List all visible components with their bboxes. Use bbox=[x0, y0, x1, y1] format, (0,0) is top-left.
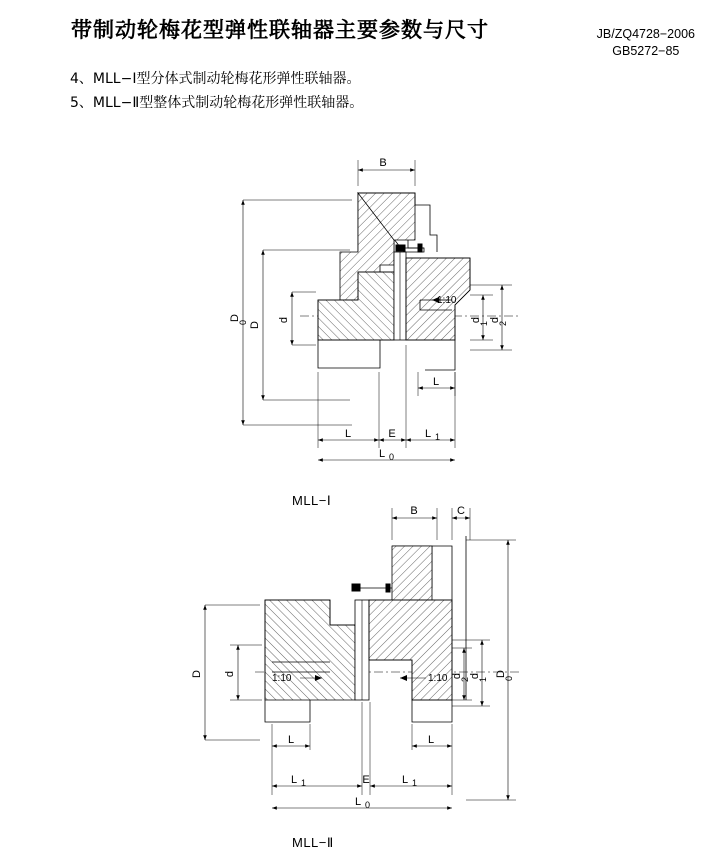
dim-e-label: E bbox=[388, 428, 396, 440]
section-left-hub2 bbox=[265, 600, 355, 700]
dim-l1-sub: 1 bbox=[435, 432, 441, 442]
dim-d02-sub: 0 bbox=[504, 675, 514, 681]
dim-l1a-sub: 1 bbox=[301, 778, 307, 788]
outline-right-shaft2 bbox=[412, 700, 452, 722]
dim-d0-sub: 0 bbox=[238, 319, 248, 325]
dim-l0-label: L bbox=[378, 448, 386, 460]
dim-d-label: D bbox=[249, 321, 261, 329]
dim-c2-label: C bbox=[457, 505, 465, 517]
outline-left-shaft2 bbox=[265, 700, 310, 722]
dim-d1-sub: 1 bbox=[479, 320, 489, 326]
dim-l02-label: L bbox=[354, 796, 362, 808]
dim-l1b-sub: 1 bbox=[412, 778, 418, 788]
dim-d2-label: d bbox=[489, 316, 501, 324]
note-item-1: 4、MLL−Ⅰ型分体式制动轮梅花形弹性联轴器。 bbox=[70, 71, 361, 87]
bolt-nut-2 bbox=[386, 584, 390, 592]
dim-l02-sub: 0 bbox=[365, 800, 371, 810]
dim-l1-label: L bbox=[424, 428, 432, 440]
dim-dd2-label: d bbox=[224, 670, 236, 678]
drum2-right bbox=[432, 546, 452, 600]
dim-l-label: L bbox=[344, 428, 352, 440]
dim-lr-label: L bbox=[432, 376, 440, 388]
taper-label: 1:10 bbox=[437, 295, 457, 306]
taper-label-left: 1:10 bbox=[272, 673, 292, 684]
standard-code-2: GB5272−85 bbox=[612, 44, 680, 58]
dim-d0-label: D bbox=[229, 314, 241, 322]
dim-e2-label: E bbox=[362, 774, 370, 786]
figure-2-mll-2 bbox=[191, 505, 520, 810]
dim-b-label: B bbox=[379, 157, 387, 169]
dim-d2-sub: 2 bbox=[498, 320, 508, 326]
figure-1-caption: MLL−Ⅰ bbox=[292, 493, 332, 508]
dim-l1b-label: L bbox=[401, 774, 409, 786]
outline-right-shaft bbox=[425, 340, 455, 370]
figure-2-caption: MLL−Ⅱ bbox=[292, 835, 334, 850]
dim-b2-label: B bbox=[410, 505, 418, 517]
dim-l2b-label: L bbox=[427, 734, 435, 746]
dim-d1-label: d bbox=[470, 316, 482, 324]
taper-label-right: 1:10 bbox=[428, 673, 448, 684]
dim-l0-sub: 0 bbox=[389, 452, 395, 462]
figure-1-mll-1 bbox=[229, 157, 520, 462]
dim-dd-label: d bbox=[278, 316, 290, 324]
dim-rd1-sub: 1 bbox=[478, 676, 488, 682]
outline-left-shaft bbox=[318, 340, 380, 368]
taper-arrow-right bbox=[400, 675, 407, 681]
dim-rd1-label: d bbox=[469, 672, 481, 680]
bolt-head bbox=[396, 245, 405, 251]
dim-l1a-label: L bbox=[290, 774, 298, 786]
dim-d02-label: D bbox=[495, 670, 507, 678]
bolt-nut bbox=[418, 244, 422, 252]
section-right-hub2 bbox=[369, 600, 452, 700]
standard-code-1: JB/ZQ4728−2006 bbox=[596, 27, 695, 41]
dim-rd2-label: d bbox=[451, 672, 463, 680]
dim-l2a-label: L bbox=[287, 734, 295, 746]
note-item-2: 5、MLL−Ⅱ型整体式制动轮梅花形弹性联轴器。 bbox=[70, 95, 364, 111]
bolt-head-2 bbox=[352, 584, 360, 591]
dim-rd2-sub: 2 bbox=[460, 676, 470, 682]
dim-d2f-label: D bbox=[191, 670, 203, 678]
page-title: 带制动轮梅花型弹性联轴器主要参数与尺寸 bbox=[71, 18, 489, 42]
